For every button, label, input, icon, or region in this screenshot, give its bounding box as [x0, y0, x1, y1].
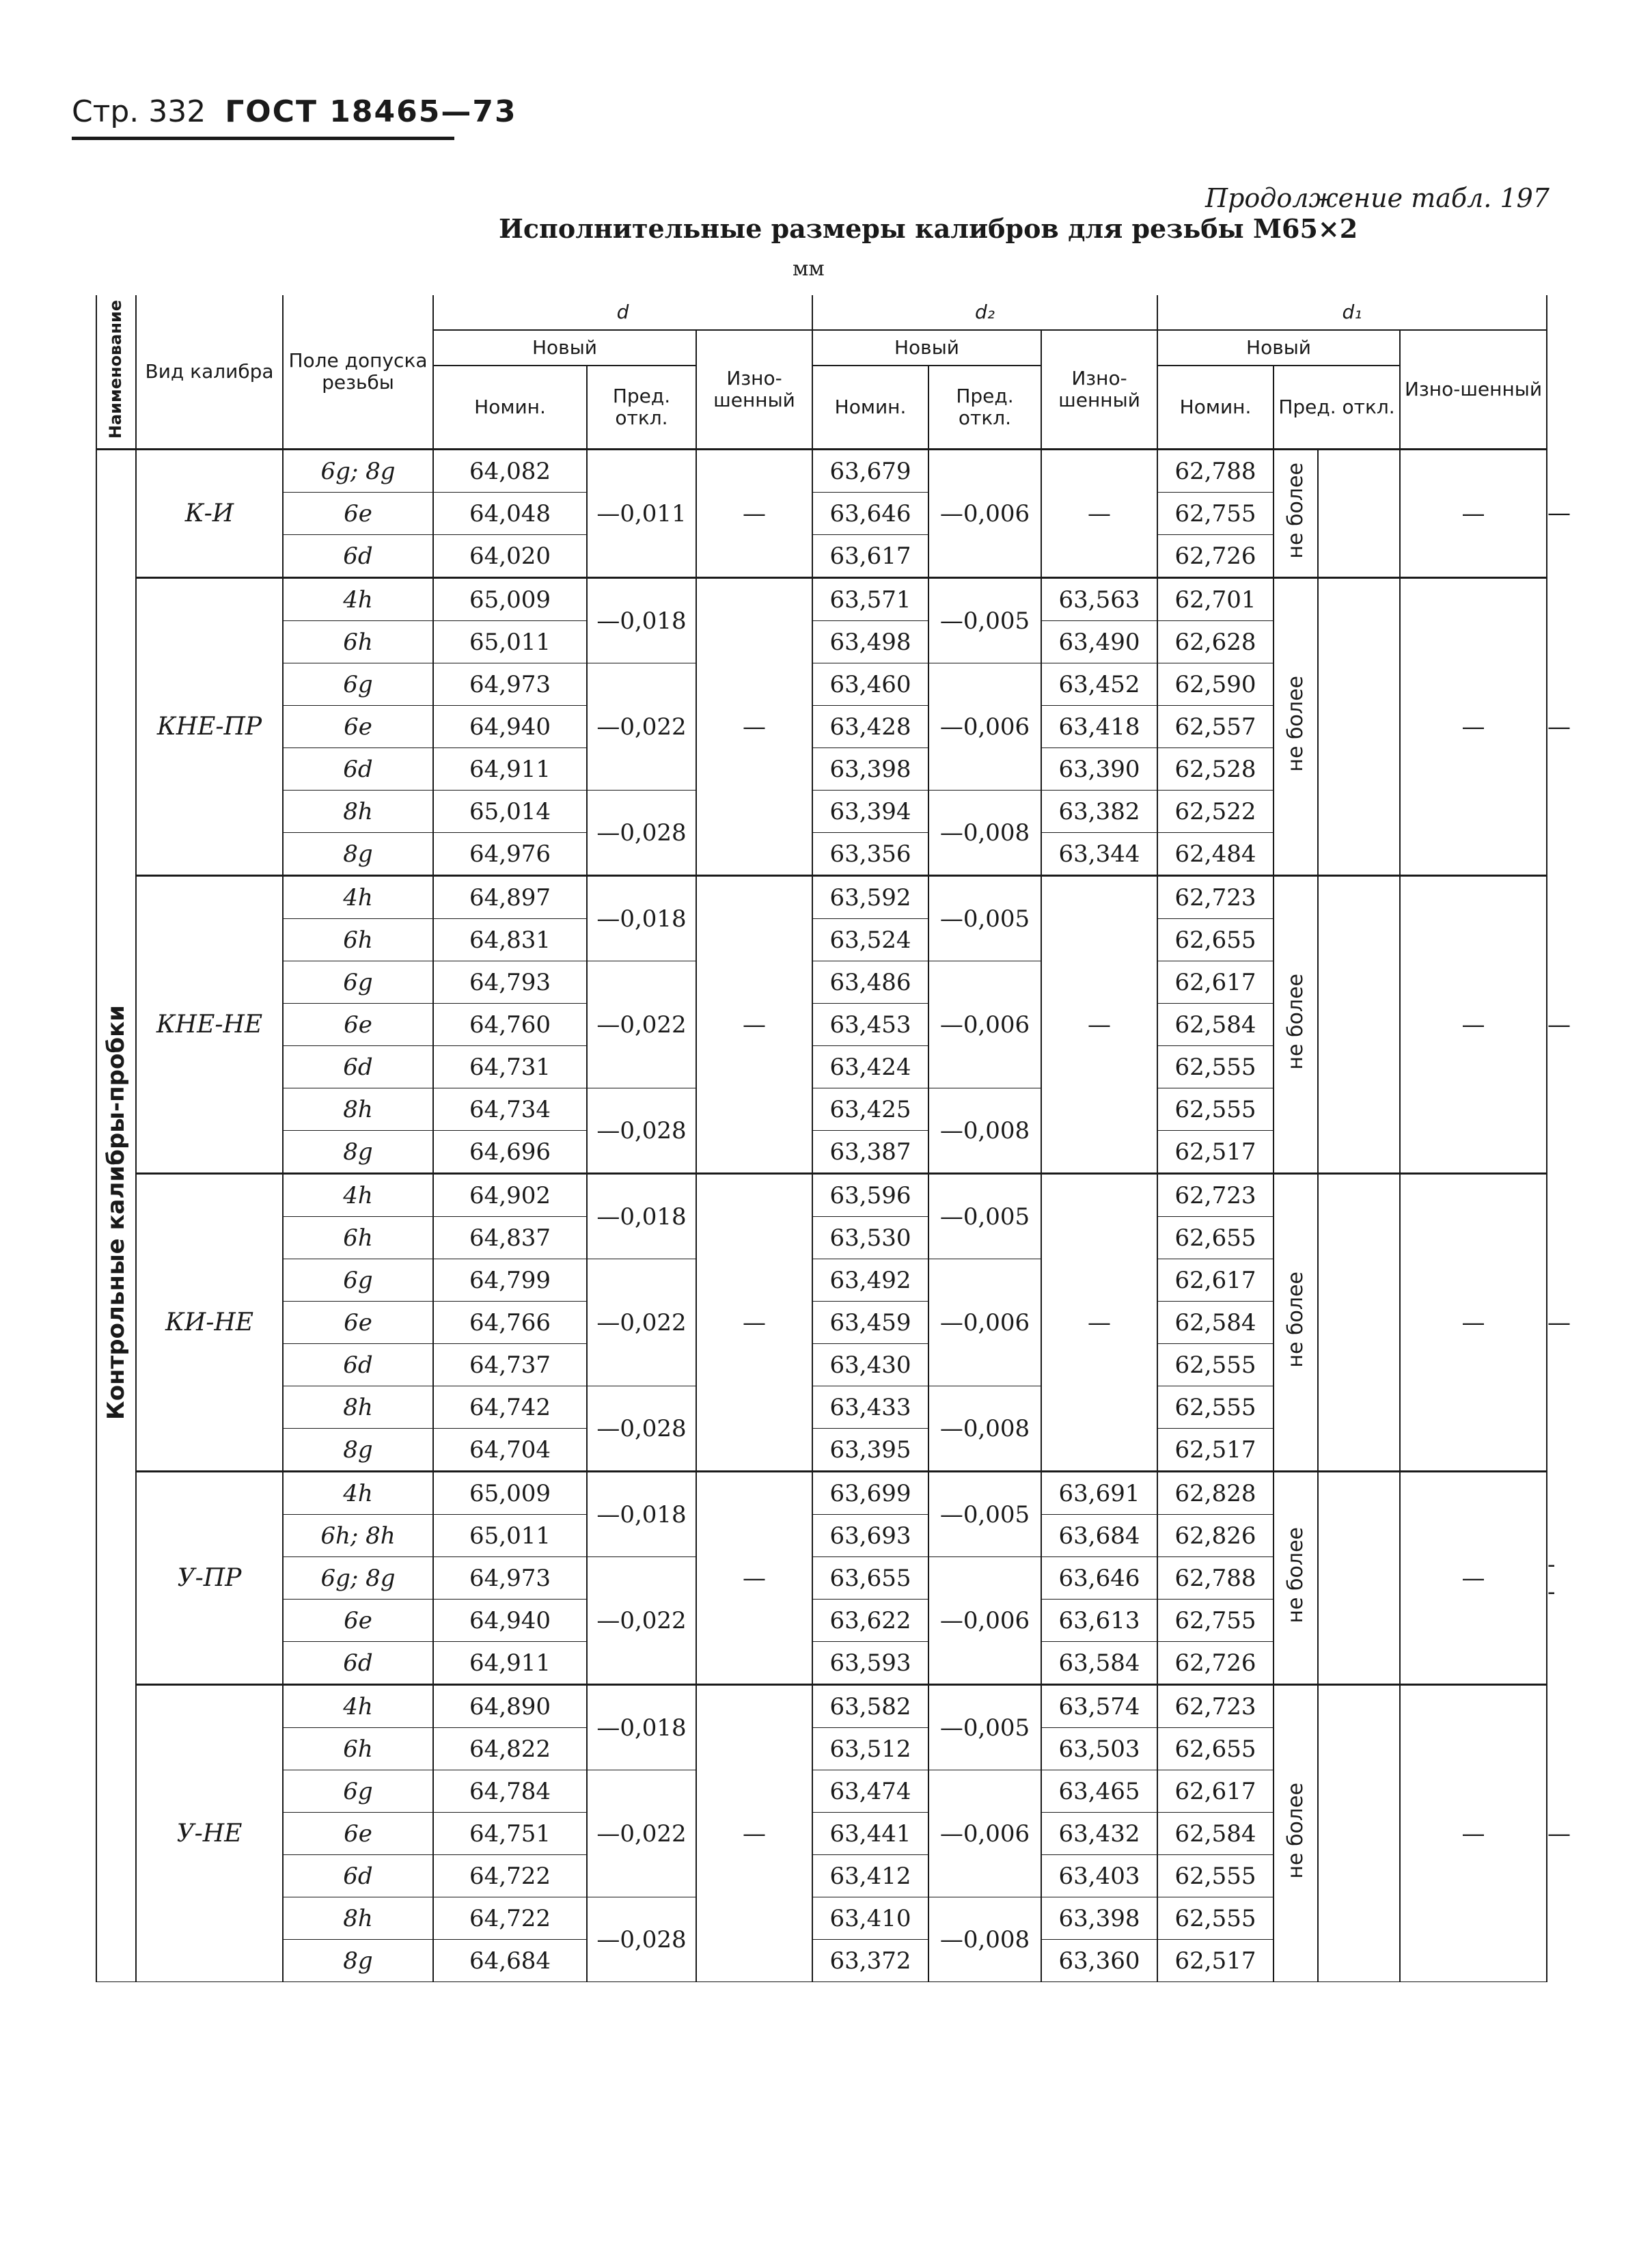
tolerance-field: 6g	[283, 961, 433, 1004]
table-row: У-ПР 4h 65,009 —0,018 — 63,699 —0,005 63,691 62,828 не более — --	[96, 1472, 1547, 1515]
d1-header: d₁	[1157, 295, 1547, 330]
d2-nominal: 63,441	[812, 1813, 928, 1855]
d2-worn: 63,382	[1041, 791, 1157, 833]
d1-nominal: 62,655	[1157, 1728, 1274, 1770]
d1-worn-header: Изно-шенный	[1400, 330, 1547, 450]
d-worn: —	[696, 1174, 812, 1472]
d-nominal: 65,014	[433, 791, 587, 833]
not-more-label: не более	[1284, 1526, 1308, 1623]
d2-worn: 63,613	[1041, 1600, 1157, 1642]
d-deviation: —0,028	[587, 1386, 696, 1472]
d1-nominal: 62,555	[1157, 1897, 1274, 1940]
tolerance-field: 6d	[283, 1344, 433, 1386]
d2-worn: —	[1041, 1174, 1157, 1472]
d2-deviation: —0,008	[928, 1897, 1041, 1982]
d2-nominal: 63,433	[812, 1386, 928, 1429]
d1-nominal: 62,590	[1157, 663, 1274, 706]
d2-nominal: 63,571	[812, 578, 928, 621]
tolerance-field: 4h	[283, 1174, 433, 1217]
tolerance-field: 6h	[283, 621, 433, 663]
tolerance-field: 8g	[283, 1429, 433, 1472]
gauge-kind: К-И	[136, 450, 283, 578]
gauge-kind: У-ПР	[136, 1472, 283, 1685]
d-deviation: —0,022	[587, 1259, 696, 1386]
d2-nominal: 63,356	[812, 833, 928, 876]
d-deviation: —0,028	[587, 1897, 696, 1982]
d-deviation: —0,018	[587, 1472, 696, 1557]
tolerance-field: 4h	[283, 578, 433, 621]
not-more-cell	[1274, 1472, 1318, 1685]
d2-deviation: —0,006	[928, 961, 1041, 1088]
d2-nominal: 63,693	[812, 1515, 928, 1557]
d1-nominal: 62,828	[1157, 1472, 1274, 1515]
d-header: d	[433, 295, 812, 330]
d2-nominal: 63,486	[812, 961, 928, 1004]
d2-worn: 63,390	[1041, 748, 1157, 791]
d2-worn: 63,584	[1041, 1642, 1157, 1685]
d2-worn: 63,398	[1041, 1897, 1157, 1940]
d-nominal: 64,793	[433, 961, 587, 1004]
d1-nominal: 62,484	[1157, 833, 1274, 876]
d-deviation: —0,022	[587, 1770, 696, 1897]
d2-worn: 63,646	[1041, 1557, 1157, 1600]
d1-nominal: 62,723	[1157, 876, 1274, 919]
d-nominal: 64,799	[433, 1259, 587, 1302]
d1-nominal: 62,826	[1157, 1515, 1274, 1557]
d1-nominal: 62,788	[1157, 1557, 1274, 1600]
table-row: КНЕ-НЕ 4h 64,897 —0,018 — 63,592 —0,005 — 62,723 не более — —	[96, 876, 1547, 919]
d-deviation: —0,022	[587, 663, 696, 791]
tolerance-field: 6h	[283, 1217, 433, 1259]
d1-nominal: 62,555	[1157, 1386, 1274, 1429]
gost-number: ГОСТ 18465—73	[225, 94, 517, 129]
d-worn: —	[696, 450, 812, 578]
d2-dev-header: Пред. откл.	[928, 366, 1041, 450]
d1-nominal: 62,655	[1157, 1217, 1274, 1259]
d-worn-header: Изно-шенный	[696, 330, 812, 450]
d2-deviation: —0,005	[928, 578, 1041, 663]
d-nominal: 64,766	[433, 1302, 587, 1344]
d-dev-header: Пред. откл.	[587, 366, 696, 450]
d2-nominal: 63,395	[812, 1429, 928, 1472]
d2-nominal: 63,425	[812, 1088, 928, 1131]
d2-nominal: 63,372	[812, 1940, 928, 1982]
page-label: Стр. 332	[72, 94, 206, 129]
d2-nominal: 63,394	[812, 791, 928, 833]
d1-nominal: 62,617	[1157, 961, 1274, 1004]
d1-nominal: 62,617	[1157, 1770, 1274, 1813]
table-body	[96, 450, 1571, 1982]
d-worn: —	[696, 1472, 812, 1685]
table-row: КНЕ-ПР 4h 65,009 —0,018 — 63,571 —0,005 63,563 62,701 не более — —	[96, 578, 1547, 621]
d-nominal: 64,696	[433, 1131, 587, 1174]
tolerance-field: 6e	[283, 1302, 433, 1344]
not-more-cell	[1274, 1174, 1318, 1472]
d-nominal: 64,760	[433, 1004, 587, 1046]
d2-nominal: 63,582	[812, 1685, 928, 1728]
d2-worn: 63,360	[1041, 1940, 1157, 1982]
d-nominal: 64,722	[433, 1855, 587, 1897]
tolerance-field: 6g; 8g	[283, 450, 433, 493]
d2-nominal: 63,592	[812, 876, 928, 919]
d-deviation: —0,018	[587, 1685, 696, 1770]
table-row: У-НЕ 4h 64,890 —0,018 — 63,582 —0,005 63,574 62,723 не более — —	[96, 1685, 1547, 1728]
d1-nominal: 62,584	[1157, 1302, 1274, 1344]
d2-nominal: 63,512	[812, 1728, 928, 1770]
d1-nominal: 62,701	[1157, 578, 1274, 621]
d1-nominal: 62,655	[1157, 919, 1274, 961]
d-nominal: 64,902	[433, 1174, 587, 1217]
d-nominal: 64,731	[433, 1046, 587, 1088]
d2-worn: 63,574	[1041, 1685, 1157, 1728]
tolerance-field: 8h	[283, 1088, 433, 1131]
d2-nominal: 63,530	[812, 1217, 928, 1259]
tolerance-field: 6g	[283, 1770, 433, 1813]
d-worn: —	[696, 578, 812, 876]
d1-nominal: 62,517	[1157, 1940, 1274, 1982]
d-nominal: 65,011	[433, 1515, 587, 1557]
d1-nominal: 62,555	[1157, 1344, 1274, 1386]
d2-nominal: 63,524	[812, 919, 928, 961]
d2-worn: 63,452	[1041, 663, 1157, 706]
tolerance-field: 6h	[283, 919, 433, 961]
d-nominal: 64,742	[433, 1386, 587, 1429]
tolerance-field: 6g	[283, 663, 433, 706]
d1-dev-blank	[1318, 1174, 1400, 1472]
d2-worn: 63,344	[1041, 833, 1157, 876]
not-more-label: не более	[1284, 1782, 1308, 1879]
d2-worn: 63,418	[1041, 706, 1157, 748]
tolerance-field: 6d	[283, 1855, 433, 1897]
d2-deviation: —0,006	[928, 450, 1041, 578]
d2-deviation: —0,008	[928, 1386, 1041, 1472]
d2-nominal: 63,655	[812, 1557, 928, 1600]
d-new-header: Новый	[433, 330, 696, 366]
not-more-label: не более	[1284, 973, 1308, 1070]
d-deviation: —0,028	[587, 1088, 696, 1174]
d1-nominal: 62,555	[1157, 1088, 1274, 1131]
d1-nominal: 62,584	[1157, 1813, 1274, 1855]
d-deviation: —0,018	[587, 876, 696, 961]
d2-deviation: —0,008	[928, 1088, 1041, 1174]
d2-deviation: —0,005	[928, 1685, 1041, 1770]
tolerance-field: 6d	[283, 1046, 433, 1088]
d2-nominal: 63,617	[812, 535, 928, 578]
d2-worn: 63,503	[1041, 1728, 1157, 1770]
d2-header: d₂	[812, 295, 1157, 330]
d1-nominal: 62,755	[1157, 493, 1274, 535]
header-rule	[72, 137, 454, 140]
d1-nominal: 62,522	[1157, 791, 1274, 833]
tolerance-field: 8g	[283, 1131, 433, 1174]
d2-worn: 63,432	[1041, 1813, 1157, 1855]
d2-nominal: 63,459	[812, 1302, 928, 1344]
d2-nominal: 63,622	[812, 1600, 928, 1642]
tolerance-field: 6d	[283, 1642, 433, 1685]
d-nominal: 64,940	[433, 706, 587, 748]
tolerance-field: 6g	[283, 1259, 433, 1302]
not-more-cell	[1274, 450, 1318, 578]
d1-nominal: 62,723	[1157, 1174, 1274, 1217]
not-more-cell	[1274, 1685, 1318, 1982]
tolerance-field: 8g	[283, 833, 433, 876]
table-row: Контрольные калибры-пробки К-И 6g; 8g 64,082 —0,011 — 63,679 —0,006 — 62,788 не более — —	[96, 450, 1547, 493]
d2-nominal: 63,460	[812, 663, 928, 706]
table-row: КИ-НЕ 4h 64,902 —0,018 — 63,596 —0,005 — 62,723 не более — —	[96, 1174, 1547, 1217]
d2-nominal: 63,428	[812, 706, 928, 748]
tolerance-field: 6e	[283, 706, 433, 748]
d2-worn: 63,563	[1041, 578, 1157, 621]
d1-dev-blank	[1318, 876, 1400, 1174]
d2-nominal: 63,410	[812, 1897, 928, 1940]
table-caption: Исполнительные размеры калибров для резьбы М65×2	[499, 213, 1358, 244]
d2-worn: 63,490	[1041, 621, 1157, 663]
tolerance-field: 6e	[283, 1004, 433, 1046]
tolerance-field: 4h	[283, 1685, 433, 1728]
d1-nominal: 62,555	[1157, 1046, 1274, 1088]
d-deviation: —0,018	[587, 1174, 696, 1259]
d2-deviation: —0,005	[928, 1174, 1041, 1259]
d1-nominal: 62,528	[1157, 748, 1274, 791]
d2-deviation: —0,006	[928, 1770, 1041, 1897]
d2-nominal: 63,474	[812, 1770, 928, 1813]
not-more-label: не более	[1284, 1271, 1308, 1368]
d-nominal: 64,897	[433, 876, 587, 919]
tolerance-field: 6d	[283, 535, 433, 578]
d-nominal: 64,973	[433, 663, 587, 706]
tolerance-field: 4h	[283, 1472, 433, 1515]
d1-worn: —	[1400, 1685, 1547, 1982]
not-more-cell	[1274, 876, 1318, 1174]
d-nominal: 64,973	[433, 1557, 587, 1600]
not-more-label: не более	[1284, 675, 1308, 772]
d2-nominal: 63,387	[812, 1131, 928, 1174]
d2-deviation: —0,005	[928, 876, 1041, 961]
tolerance-field: 6e	[283, 1813, 433, 1855]
d2-nominal: 63,646	[812, 493, 928, 535]
d-nominal: 64,751	[433, 1813, 587, 1855]
d2-deviation: —0,008	[928, 791, 1041, 876]
d-nominal: 64,890	[433, 1685, 587, 1728]
d1-nominal: 62,517	[1157, 1429, 1274, 1472]
d1-nominal: 62,726	[1157, 535, 1274, 578]
tolerance-field: 8h	[283, 1386, 433, 1429]
d-nominal: 64,722	[433, 1897, 587, 1940]
d1-nominal: 62,788	[1157, 450, 1274, 493]
d2-nominal: 63,430	[812, 1344, 928, 1386]
d1-worn: —	[1400, 876, 1547, 1174]
d-nom-header: Номин.	[433, 366, 587, 450]
tolerance-field: 6g; 8g	[283, 1557, 433, 1600]
units-label: мм	[793, 257, 825, 281]
d-nominal: 64,704	[433, 1429, 587, 1472]
tolerance-header: Поле допуска резьбы	[283, 295, 433, 450]
d-nominal: 64,684	[433, 1940, 587, 1982]
tolerance-field: 8h	[283, 1897, 433, 1940]
kind-header: Вид калибра	[136, 295, 283, 450]
d-nominal: 64,734	[433, 1088, 587, 1131]
d2-nominal: 63,412	[812, 1855, 928, 1897]
d1-nom-header: Номин.	[1157, 366, 1274, 450]
d-nominal: 64,837	[433, 1217, 587, 1259]
d1-nominal: 62,517	[1157, 1131, 1274, 1174]
d-deviation: —0,028	[587, 791, 696, 876]
tolerance-field: 6e	[283, 493, 433, 535]
not-more-cell	[1274, 578, 1318, 876]
d2-nominal: 63,424	[812, 1046, 928, 1088]
d2-nominal: 63,498	[812, 621, 928, 663]
d1-worn: —	[1400, 450, 1547, 578]
d-nominal: 64,911	[433, 748, 587, 791]
d-worn: —	[696, 876, 812, 1174]
d1-nominal: 62,726	[1157, 1642, 1274, 1685]
d2-nominal: 63,492	[812, 1259, 928, 1302]
d2-worn: 63,403	[1041, 1855, 1157, 1897]
tolerance-field: 8g	[283, 1940, 433, 1982]
d-nominal: 64,822	[433, 1728, 587, 1770]
d-deviation: —0,011	[587, 450, 696, 578]
d1-nominal: 62,584	[1157, 1004, 1274, 1046]
d-nominal: 64,737	[433, 1344, 587, 1386]
group-name: Контрольные калибры-пробки	[102, 1005, 130, 1421]
d2-worn: —	[1041, 450, 1157, 578]
d1-nominal: 62,555	[1157, 1855, 1274, 1897]
d2-new-header: Новый	[812, 330, 1041, 366]
d1-new-header: Новый	[1157, 330, 1400, 366]
d2-worn-header: Изно-шенный	[1041, 330, 1157, 450]
not-more-label: не более	[1284, 462, 1308, 559]
d1-dev-header: Пред. откл.	[1274, 366, 1400, 450]
tolerance-field: 6d	[283, 748, 433, 791]
d1-dev-blank	[1318, 1685, 1400, 1982]
d-nominal: 64,831	[433, 919, 587, 961]
d1-dev-blank	[1318, 450, 1400, 578]
d2-worn: 63,684	[1041, 1515, 1157, 1557]
d1-nominal: 62,628	[1157, 621, 1274, 663]
d2-nom-header: Номин.	[812, 366, 928, 450]
d2-nominal: 63,596	[812, 1174, 928, 1217]
gauge-dimensions-table	[96, 295, 1571, 1982]
d-worn: —	[696, 1685, 812, 1982]
d2-deviation: —0,006	[928, 1557, 1041, 1685]
d-nominal: 65,011	[433, 621, 587, 663]
d1-nominal: 62,617	[1157, 1259, 1274, 1302]
d-nominal: 64,940	[433, 1600, 587, 1642]
gauge-kind: У-НЕ	[136, 1685, 283, 1982]
d-nominal: 64,048	[433, 493, 587, 535]
d1-worn: —	[1400, 1472, 1547, 1685]
d-nominal: 64,020	[433, 535, 587, 578]
name-header: Наименование	[96, 295, 136, 450]
d2-worn: 63,691	[1041, 1472, 1157, 1515]
gauge-kind: КНЕ-ПР	[136, 578, 283, 876]
d-deviation: —0,022	[587, 1557, 696, 1685]
d2-nominal: 63,699	[812, 1472, 928, 1515]
d1-worn: —	[1400, 578, 1547, 876]
tolerance-field: 4h	[283, 876, 433, 919]
d-nominal: 64,082	[433, 450, 587, 493]
d2-worn: 63,465	[1041, 1770, 1157, 1813]
d2-deviation: —0,006	[928, 663, 1041, 791]
d-nominal: 64,784	[433, 1770, 587, 1813]
d-nominal: 65,009	[433, 578, 587, 621]
d1-worn: —	[1400, 1174, 1547, 1472]
d-nominal: 64,976	[433, 833, 587, 876]
d-deviation: —0,018	[587, 578, 696, 663]
tolerance-field: 6h	[283, 1728, 433, 1770]
tolerance-field: 6e	[283, 1600, 433, 1642]
group-name-cell	[96, 450, 136, 1982]
d2-nominal: 63,453	[812, 1004, 928, 1046]
page-header	[72, 94, 517, 129]
d-nominal: 65,009	[433, 1472, 587, 1515]
d1-dev-blank	[1318, 1472, 1400, 1685]
d2-worn: —	[1041, 876, 1157, 1174]
gauge-kind: КНЕ-НЕ	[136, 876, 283, 1174]
d2-deviation: —0,005	[928, 1472, 1041, 1557]
d2-nominal: 63,679	[812, 450, 928, 493]
d-nominal: 64,911	[433, 1642, 587, 1685]
continuation-label: Продолжение табл. 197	[1204, 183, 1550, 213]
d1-nominal: 62,557	[1157, 706, 1274, 748]
tolerance-field: 6h; 8h	[283, 1515, 433, 1557]
d1-dev-blank	[1318, 578, 1400, 876]
gauge-kind: КИ-НЕ	[136, 1174, 283, 1472]
d1-nominal: 62,723	[1157, 1685, 1274, 1728]
d1-nominal: 62,755	[1157, 1600, 1274, 1642]
d2-nominal: 63,593	[812, 1642, 928, 1685]
d-deviation: —0,022	[587, 961, 696, 1088]
d2-deviation: —0,006	[928, 1259, 1041, 1386]
tolerance-field: 8h	[283, 791, 433, 833]
d2-nominal: 63,398	[812, 748, 928, 791]
